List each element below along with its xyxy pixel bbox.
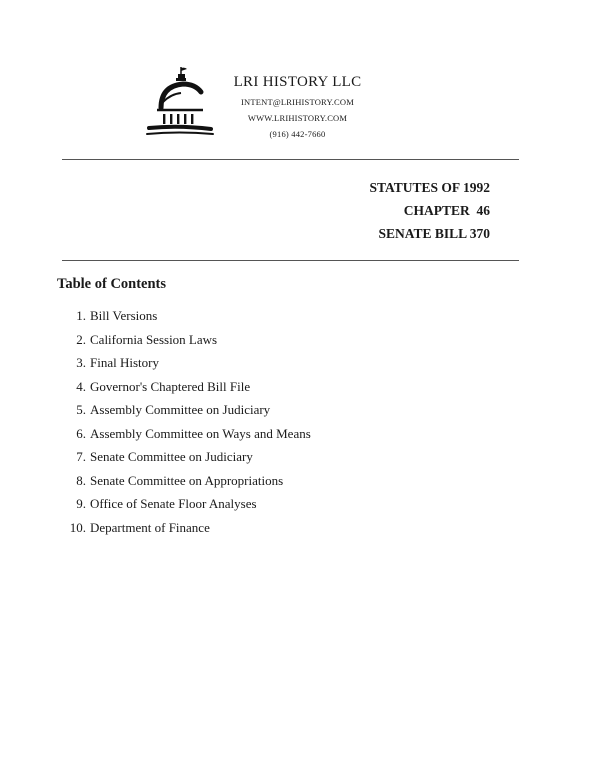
company-phone: (916) 442-7660 xyxy=(269,129,326,139)
toc-item-number: 7. xyxy=(76,449,86,464)
toc-item xyxy=(60,519,311,543)
toc-item-label: California Session Laws xyxy=(90,331,218,347)
toc-item-label: Office of Senate Floor Analyses xyxy=(90,496,257,511)
toc-item xyxy=(60,472,311,496)
toc-item-number: 9. xyxy=(76,496,86,511)
letterhead xyxy=(210,74,385,145)
toc-list xyxy=(60,307,311,542)
company-email: INTENT@LRIHISTORY.COM xyxy=(240,97,354,107)
toc-item-label: Department of Finance xyxy=(90,519,210,535)
toc-item xyxy=(60,495,311,519)
company-website: WWW.LRIHISTORY.COM xyxy=(247,113,348,123)
statute-year: STATUTES OF 1992 xyxy=(369,180,490,195)
top-divider xyxy=(62,159,519,160)
toc-item-label: Bill Versions xyxy=(90,308,158,323)
toc-item-number: 3. xyxy=(76,355,86,370)
toc-item-number: 4. xyxy=(76,378,86,394)
toc-item-number: 8. xyxy=(76,472,86,488)
toc-item-number: 6. xyxy=(76,425,86,441)
toc-item-number: 5. xyxy=(76,402,86,417)
toc-item-label: Senate Committee on Judiciary xyxy=(90,449,253,464)
toc-item-number: 10. xyxy=(69,519,86,535)
statute-chapter: CHAPTER 46 xyxy=(403,203,490,218)
toc-item xyxy=(60,448,311,472)
toc-heading: Table of Contents xyxy=(57,276,167,292)
toc-item-label: Senate Committee on Appropriations xyxy=(90,472,284,488)
toc-item-label: Assembly Committee on Ways and Means xyxy=(90,425,311,441)
toc-item xyxy=(60,307,311,331)
toc-item-number: 2. xyxy=(76,331,86,347)
toc-item xyxy=(60,331,311,355)
toc-item-label: Governor's Chaptered Bill File xyxy=(90,378,251,394)
statute-info xyxy=(369,181,490,250)
toc-item-label: Assembly Committee on Judiciary xyxy=(90,402,271,417)
capitol-dome-icon xyxy=(143,64,215,140)
toc-item xyxy=(60,378,311,402)
toc-item-number: 1. xyxy=(76,308,86,323)
company-name: LRI HISTORY LLC xyxy=(233,74,362,90)
toc-item xyxy=(60,401,311,425)
toc-item xyxy=(60,354,311,378)
toc-item xyxy=(60,425,311,449)
toc-item-label: Final History xyxy=(90,355,159,370)
statute-bill: SENATE BILL 370 xyxy=(378,226,490,241)
bottom-divider xyxy=(62,260,519,261)
